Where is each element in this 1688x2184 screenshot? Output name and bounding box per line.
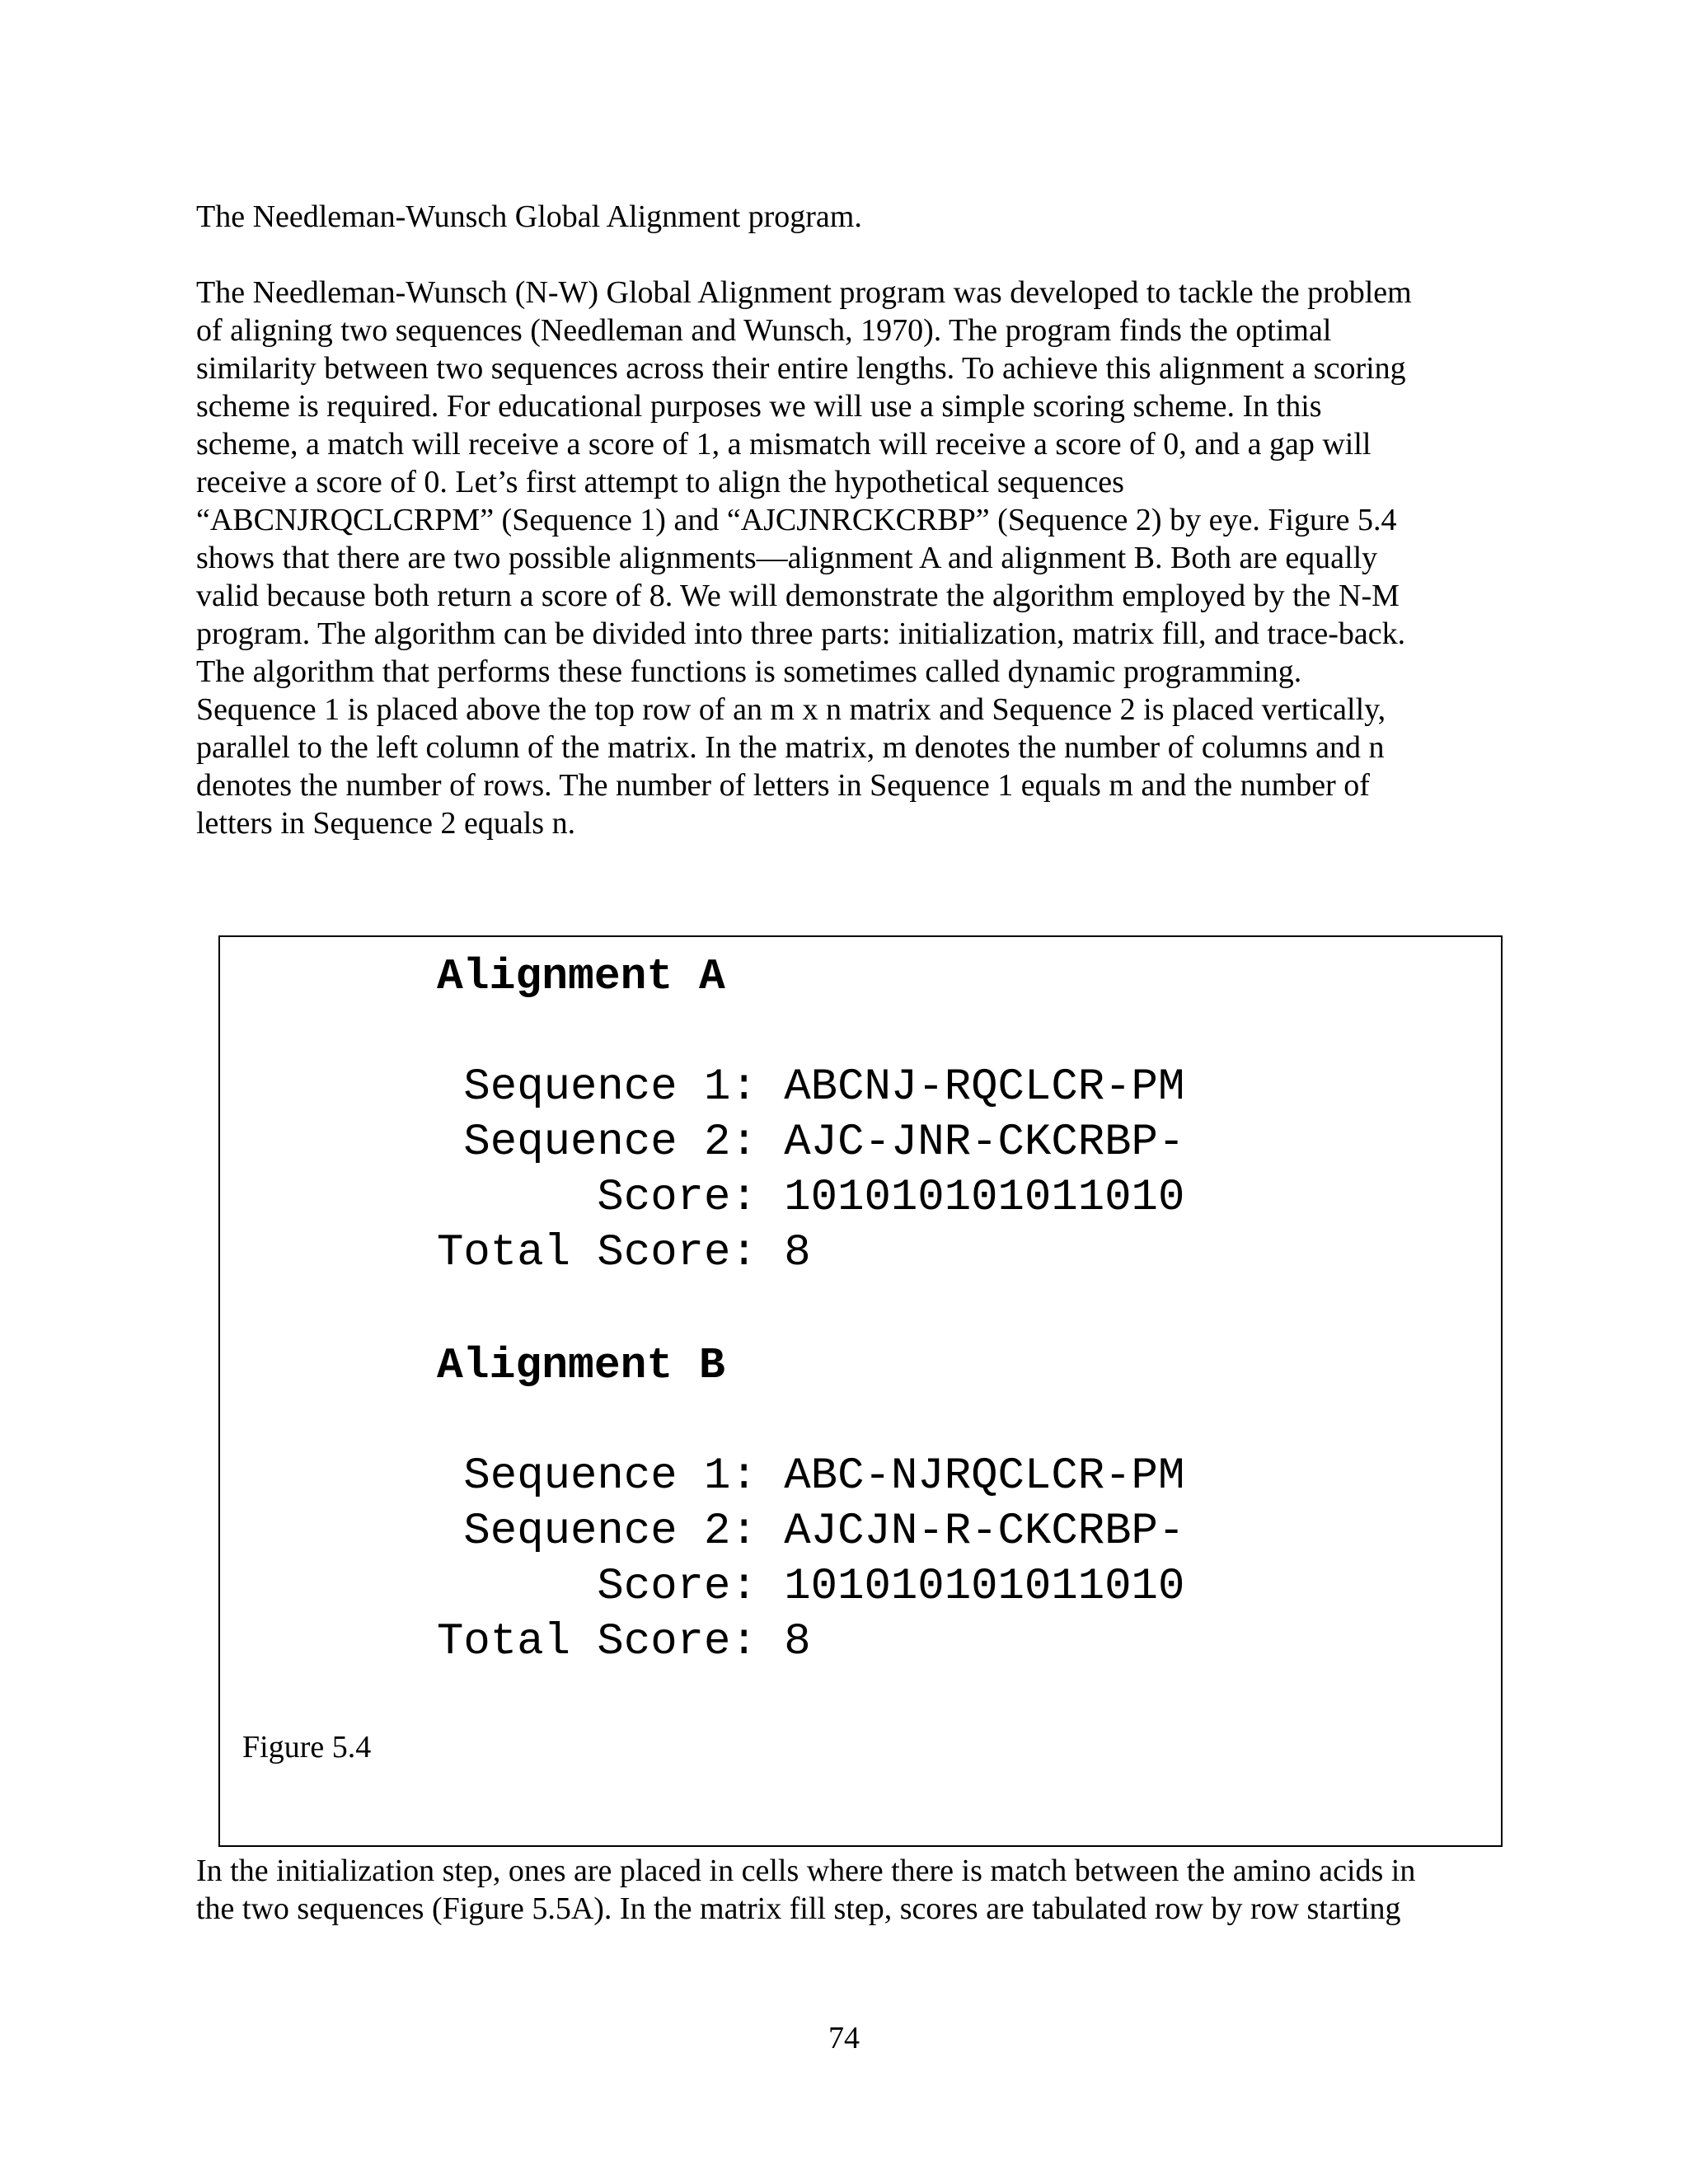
paragraph-line: program. The algorithm can be divided into three parts: initialization, matrix fill, and trace-back. [196,616,1406,651]
paragraph-line: parallel to the left column of the matrix. In the matrix, m denotes the number of columns and n [196,730,1385,765]
paragraph-line: “ABCNJRQCLCRPM” (Sequence 1) and “AJCJNRCKCRBP” (Sequence 2) by eye. Figure 5.4 [196,503,1397,537]
paragraph-line: similarity between two sequences across their entire lengths. To achieve this alignment a scoring [196,351,1406,386]
paragraph-line: Sequence 1 is placed above the top row of an m x n matrix and Sequence 2 is placed vertically, [196,692,1386,727]
page-heading: The Needleman-Wunsch Global Alignment program. [196,199,862,234]
alignment-b-sequence-2: Sequence 2: AJCJN-R-CKCRBP- [437,1507,1185,1557]
paragraph-line: The Needleman-Wunsch (N-W) Global Alignment program was developed to tackle the problem [196,275,1412,310]
alignment-a-score: Score: 101010101011010 [437,1173,1185,1223]
page-number: 74 [828,2021,860,2055]
figure-caption: Figure 5.4 [242,1730,372,1765]
alignment-a-title: Alignment A [437,952,725,1001]
paragraph-line: In the initialization step, ones are placed in cells where there is match between the amino acids in [196,1854,1416,1888]
alignment-b-total-score: Total Score: 8 [437,1617,811,1667]
alignment-a-sequence-2: Sequence 2: AJC-JNR-CKCRBP- [437,1118,1185,1168]
paragraph-line: receive a score of 0. Let’s first attempt to align the hypothetical sequences [196,465,1124,499]
paragraph-line: denotes the number of rows. The number of letters in Sequence 1 equals m and the number of [196,768,1370,803]
alignment-b-title: Alignment B [437,1341,725,1390]
figure-5-4 [218,935,1503,1847]
paragraph-line: valid because both return a score of 8. We will demonstrate the algorithm employed by the N-M [196,579,1400,613]
alignment-a-sequence-1: Sequence 1: ABCNJ-RQCLCR-PM [437,1062,1185,1113]
paragraph-line: letters in Sequence 2 equals n. [196,806,576,841]
alignment-b-score: Score: 101010101011010 [437,1562,1185,1612]
paragraph-line: scheme, a match will receive a score of 1, a mismatch will receive a score of 0, and a gap will [196,427,1372,462]
paragraph-line: scheme is required. For educational purposes we will use a simple scoring scheme. In this [196,389,1322,424]
alignment-a-total-score: Total Score: 8 [437,1228,811,1278]
paragraph-line: the two sequences (Figure 5.5A). In the matrix fill step, scores are tabulated row by row starting [196,1891,1401,1926]
paragraph-line: The algorithm that performs these functions is sometimes called dynamic programming. [196,654,1302,689]
alignment-b-sequence-1: Sequence 1: ABC-NJRQCLCR-PM [437,1451,1185,1502]
paragraph-line: of aligning two sequences (Needleman and Wunsch, 1970). The program finds the optimal [196,313,1332,348]
paragraph-line: shows that there are two possible alignments—alignment A and alignment B. Both are equally [196,541,1378,575]
